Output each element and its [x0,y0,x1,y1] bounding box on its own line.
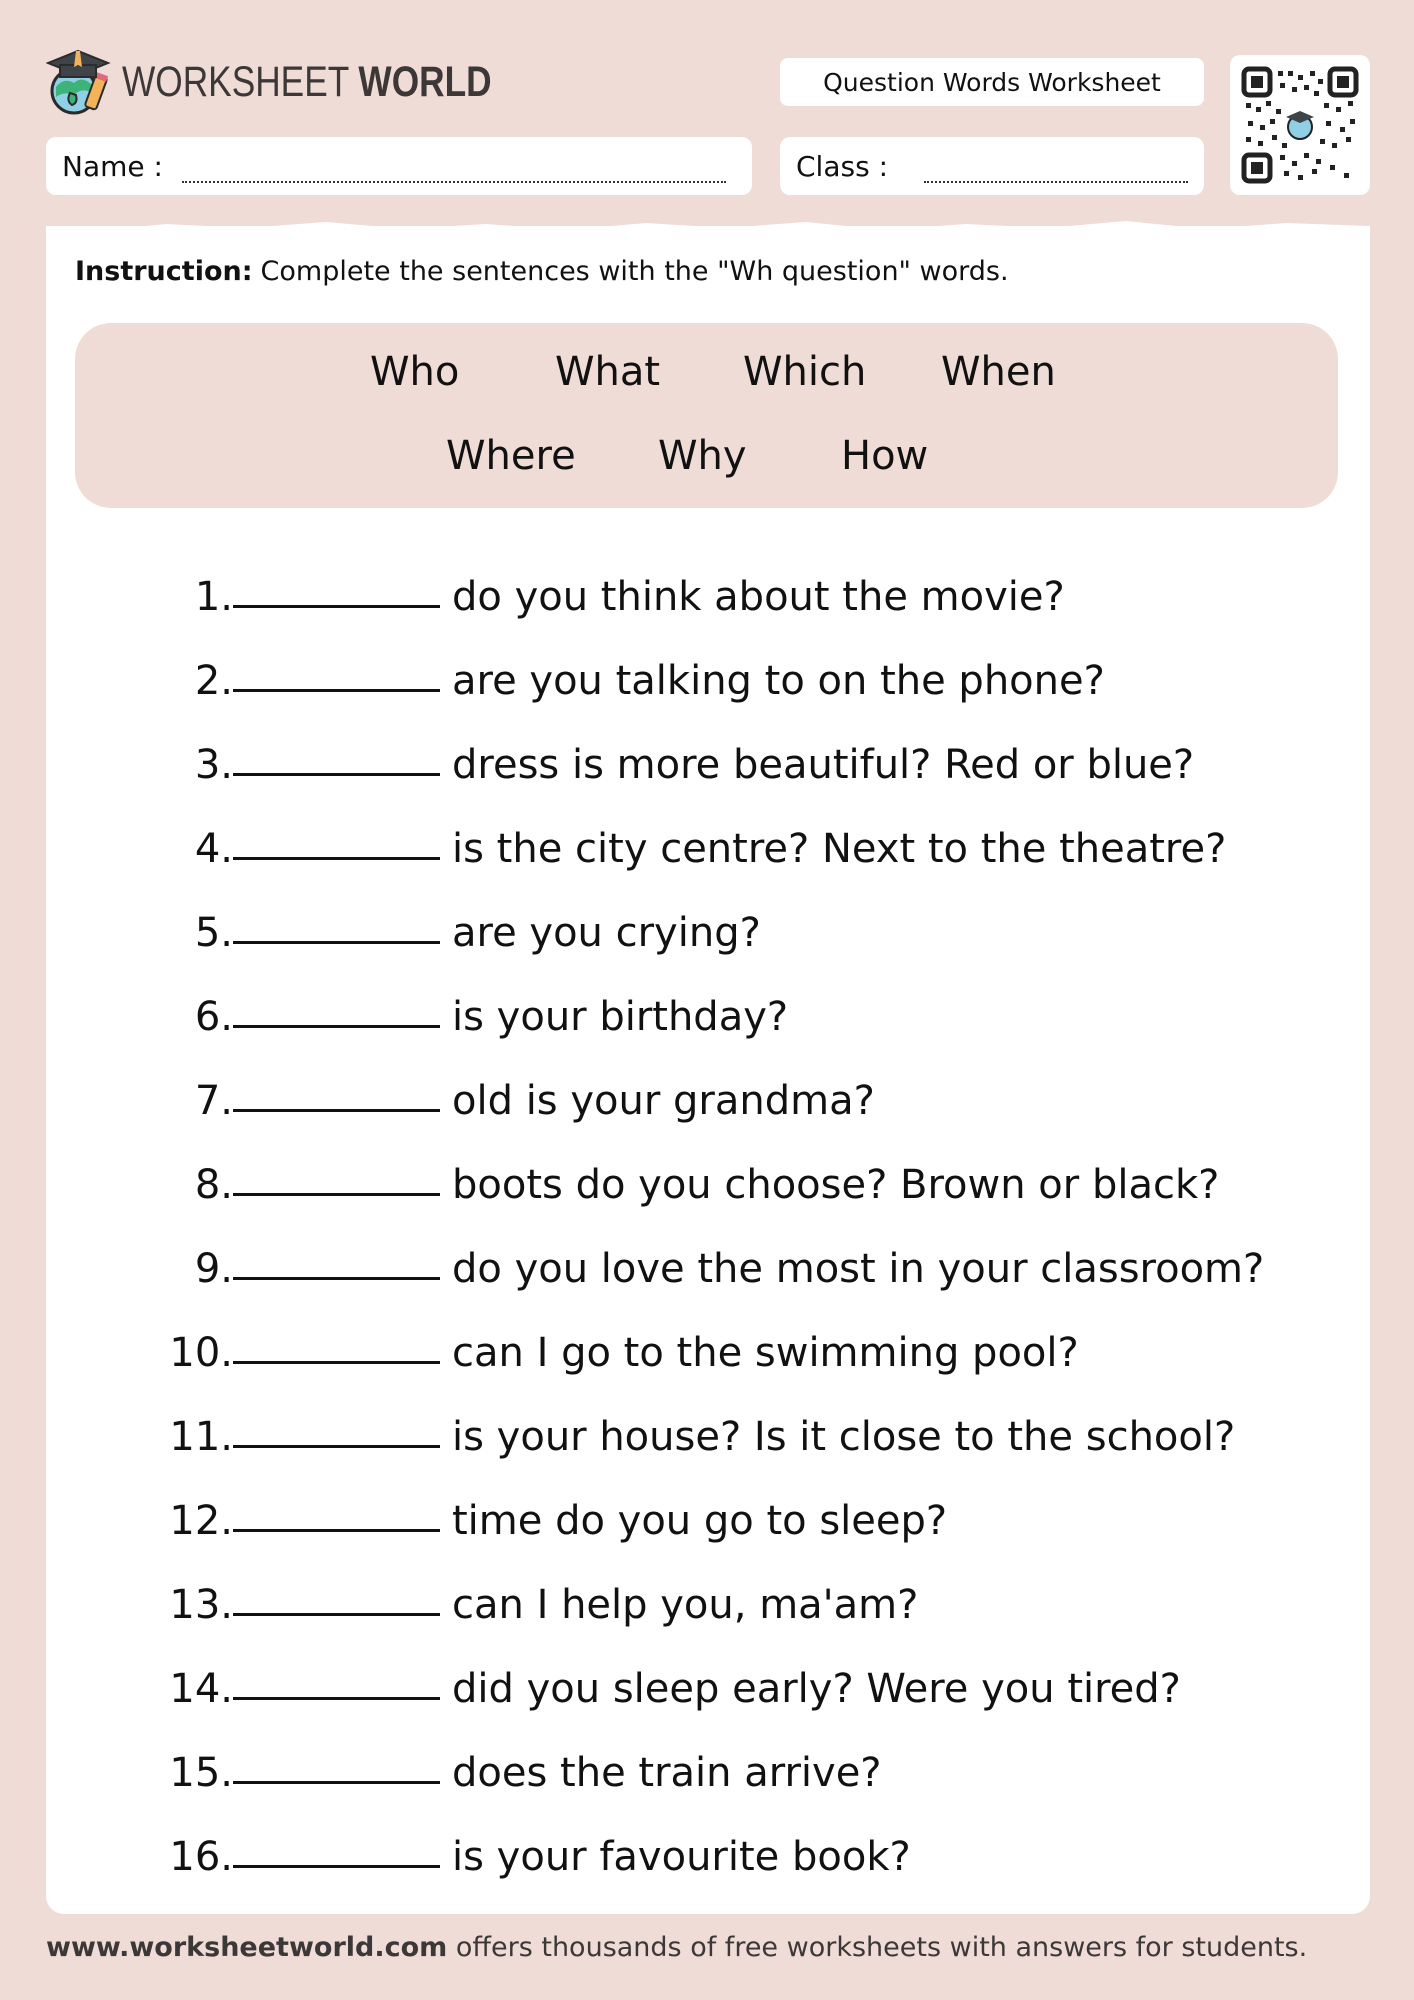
question-number: 11. [169,1414,233,1460]
answer-blank[interactable] [233,1781,440,1784]
question-text: can I go to the swimming pool? [452,1330,1079,1376]
question-text: boots do you choose? Brown or black? [452,1162,1220,1208]
qr-code-icon [1240,65,1360,185]
answer-blank[interactable] [233,1025,440,1028]
word-bank-item: Which [743,349,867,395]
answer-blank[interactable] [233,1613,440,1616]
question-number: 2. [194,658,233,704]
question-text: is the city centre? Next to the theatre? [452,826,1227,872]
question-item [160,1820,911,1880]
class-label: Class : [796,149,888,183]
question-number: 3. [194,742,233,788]
question-number: 5. [194,910,233,956]
question-item [160,1148,1219,1208]
name-label: Name : [62,149,163,183]
question-text: are you crying? [452,910,761,956]
answer-blank[interactable] [233,1697,440,1700]
question-text: can I help you, ma'am? [452,1582,919,1628]
qr-code[interactable] [1230,55,1370,195]
question-text: do you think about the movie? [452,574,1065,620]
word-bank-item: Where [446,433,576,479]
footer-text: offers thousands of free worksheets with answers for students. [447,1932,1308,1963]
class-field[interactable] [780,137,1204,195]
footer [46,1932,1307,1963]
question-item [160,1568,918,1628]
question-number: 10. [169,1330,233,1376]
question-item [160,812,1226,872]
answer-blank[interactable] [233,1865,440,1868]
torn-paper-edge [46,218,1370,238]
question-number: 12. [169,1498,233,1544]
question-item [160,560,1065,620]
name-field[interactable] [46,137,752,195]
question-text: is your birthday? [452,994,789,1040]
question-number: 14. [169,1666,233,1712]
instruction [75,256,1009,287]
answer-blank[interactable] [233,857,440,860]
answer-blank[interactable] [233,1445,440,1448]
question-item [160,1232,1264,1292]
answer-blank[interactable] [233,1109,440,1112]
question-item [160,1484,947,1544]
graduation-globe-icon [46,47,112,117]
question-number: 7. [194,1078,233,1124]
question-item [160,980,788,1040]
question-text: is your house? Is it close to the school? [452,1414,1236,1460]
question-text: are you talking to on the phone? [452,658,1105,704]
question-text: does the train arrive? [452,1750,882,1796]
word-bank-item: When [941,349,1056,395]
question-item [160,1064,875,1124]
answer-blank[interactable] [233,605,440,608]
question-text: time do you go to sleep? [452,1498,948,1544]
answer-blank[interactable] [233,1361,440,1364]
question-number: 1. [194,574,233,620]
word-bank [75,323,1338,508]
question-item [160,1736,882,1796]
question-item [160,1316,1079,1376]
worksheet-title-text: Question Words Worksheet [823,67,1161,97]
question-item [160,896,761,956]
word-bank-item: What [555,349,661,395]
answer-blank[interactable] [233,1193,440,1196]
word-bank-item: How [841,433,929,479]
question-number: 13. [169,1582,233,1628]
question-item [160,1400,1235,1460]
brand-bold: WORLD [358,57,492,106]
question-text: dress is more beautiful? Red or blue? [452,742,1195,788]
answer-blank[interactable] [233,941,440,944]
instruction-text: Complete the sentences with the "Wh question" words. [260,256,1009,287]
instruction-label: Instruction: [75,256,253,287]
question-number: 9. [194,1246,233,1292]
question-number: 8. [194,1162,233,1208]
brand-name [122,58,492,107]
question-text: did you sleep early? Were you tired? [452,1666,1181,1712]
brand-light: WORKSHEET [122,57,349,106]
answer-blank[interactable] [233,689,440,692]
answer-blank[interactable] [233,773,440,776]
question-number: 4. [194,826,233,872]
name-dotted-line[interactable] [182,181,726,183]
worksheet-title [780,58,1204,106]
question-item [160,1652,1181,1712]
class-dotted-line[interactable] [924,181,1188,183]
word-bank-item: Why [658,433,747,479]
question-number: 6. [194,994,233,1040]
question-item [160,728,1194,788]
word-bank-item: Who [370,349,460,395]
question-text: is your favourite book? [452,1834,911,1880]
question-text: old is your grandma? [452,1078,875,1124]
brand-logo [46,46,573,118]
question-text: do you love the most in your classroom? [452,1246,1265,1292]
question-item [160,644,1105,704]
footer-site-link[interactable]: www.worksheetworld.com [46,1932,448,1963]
question-number: 15. [169,1750,233,1796]
answer-blank[interactable] [233,1529,440,1532]
answer-blank[interactable] [233,1277,440,1280]
question-number: 16. [169,1834,233,1880]
